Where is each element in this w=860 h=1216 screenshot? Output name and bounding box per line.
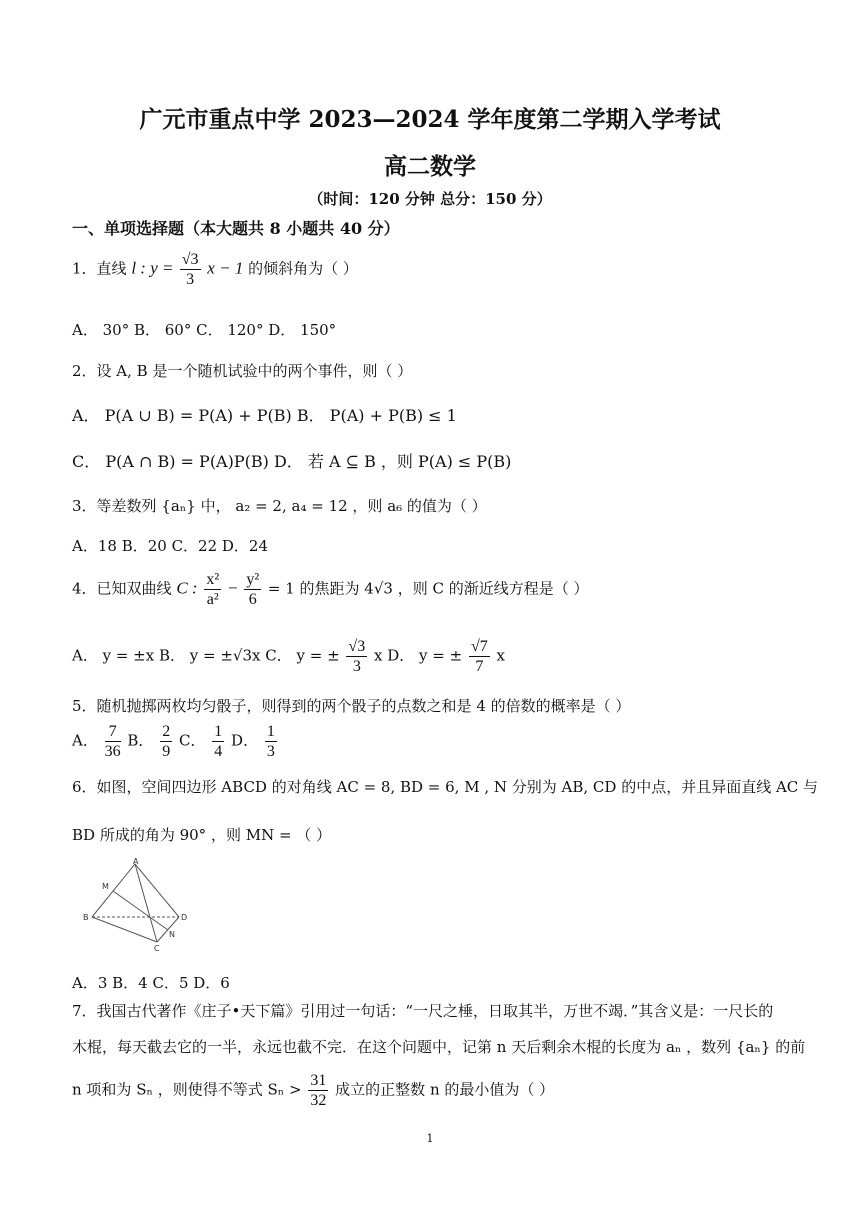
question-4-options [72,637,505,676]
q1-fraction-numerator: √3 [181,251,199,268]
question-7-line-2: 木棍，每天截去它的一半，永远也截不完．在这个问题中，记第 n 天后剩余木棍的长度为 aₙ ，数列 {aₙ} 的前 [72,1038,806,1056]
q5-option-b-fraction [160,722,172,761]
q7-fraction-numerator: 31 [310,1072,327,1089]
q5-option-a-fraction [105,722,121,761]
question-3-options: A．18 B．20 C．22 D．24 [72,537,269,555]
q7-fraction [308,1071,328,1110]
question-2-stem: 2．设 A, B 是一个随机试验中的两个事件，则（ ） [72,362,413,380]
edge-ad [135,864,179,917]
q4-option-c-denominator: 3 [352,658,361,675]
q5-option-d-fraction [265,722,277,761]
q5-option-a-numerator: 7 [105,722,121,742]
q4-option-d-numerator: √7 [470,638,488,655]
q4-options-a-b-c: A． y = ±x B． y = ±√3x C． y = ± [72,646,340,665]
question-6-line-2: BD 所成的角为 90° ，则 MN = （ ） [72,826,332,844]
label-d: D [181,913,188,922]
segment-mn [113,891,168,930]
question-5-options [72,722,279,761]
q1-fraction-denominator: 3 [186,271,195,288]
q4-minus: − [227,578,238,598]
question-3-stem: 3．等差数列 {aₙ} 中， a₂ = 2, a₄ = 12 ，则 a₆ 的值为（ ） [72,497,487,515]
q5-option-b-denominator: 9 [162,743,171,760]
label-n: N [169,930,175,939]
q5-option-d-denominator: 3 [266,743,275,760]
q4-fraction-x-denominator: a² [206,591,219,608]
q4-fraction-x [204,570,221,609]
question-7-line-3 [72,1071,554,1110]
question-7-line-1: 7．我国古代著作《庄子•天下篇》引用过一句话：“一尺之棰，日取其半，万世不竭．”其含义是：一尺长的 [72,1002,774,1020]
q5-option-b-numerator: 2 [162,723,171,740]
q4-option-d-fraction [469,637,490,676]
exam-title: 广元市重点中学 2023—2024 学年度第二学期入学考试 [139,106,721,133]
q5-option-c-fraction [212,722,224,761]
q4-tail: = 1 的焦距为 4√3 ，则 C 的渐近线方程是（ ） [267,579,589,598]
edge-ab [92,864,135,917]
exam-info: （时间：120 分钟 总分：150 分） [308,190,552,208]
q4-option-c-fraction [346,637,367,676]
label-c: C [154,944,160,953]
q5-option-a-denominator: 36 [104,743,121,760]
edge-bc [92,917,157,942]
q1-lead: 1．直线 [72,259,127,278]
exam-subject: 高二数学 [384,153,476,180]
q5-option-b-label: B． [127,731,154,750]
q5-option-a-label: A． [72,731,98,750]
q4-fraction-y-numerator: y² [246,571,260,588]
tetrahedron-figure [78,858,190,954]
q4-fraction-y [244,570,261,609]
q4-fraction-y-denominator: 6 [248,591,257,608]
label-b: B [83,913,89,922]
q4-option-d-denominator: 7 [475,658,484,675]
q7-fraction-denominator: 32 [310,1092,327,1109]
question-5-stem: 5．随机抛掷两枚均匀骰子，则得到的两个骰子的点数之和是 4 的倍数的概率是（ ） [72,697,631,715]
q5-option-d-label: D． [231,731,259,750]
question-1-options: A． 30° B． 60° C． 120° D． 150° [72,321,337,339]
q5-option-c-label: C． [179,731,206,750]
edge-ac [135,864,157,942]
q4-options-c-d: x D． y = ± [373,646,463,665]
section-heading: 一、单项选择题（本大题共 8 小题共 40 分） [72,219,400,238]
q4-option-c-numerator: √3 [348,638,366,655]
question-1-stem [72,250,358,289]
question-2-options-row-2: C． P(A ∩ B) = P(A)P(B) D． 若 A ⊆ B ，则 P(A) ≤ P(B) [72,452,512,471]
q4-lead: 4．已知双曲线 [72,579,172,598]
q1-expression: l : y = [131,258,178,278]
question-2-options-row-1: A． P(A ∪ B) = P(A) + P(B) B． P(A) + P(B) ≤ 1 [72,406,457,425]
page-number: 1 [426,1132,434,1145]
q1-tail: 的倾斜角为（ ） [248,259,358,278]
label-a: A [133,858,139,866]
q5-option-c-denominator: 4 [214,743,223,760]
q1-expression-tail: x − 1 [207,258,244,278]
q4-option-d-tail: x [496,646,505,665]
q7-line-3-tail: 成立的正整数 n 的最小值为（ ） [335,1080,555,1099]
q4-curve-name: C : [176,578,198,598]
q1-fraction [180,250,201,289]
label-m: M [102,882,109,891]
q7-line-3-lead: n 项和为 Sₙ ，则使得不等式 Sₙ > [72,1080,302,1099]
question-6-options: A．3 B．4 C．5 D．6 [72,974,230,992]
q4-fraction-x-numerator: x² [206,571,220,588]
question-4-stem [72,570,589,609]
q5-option-d-numerator: 1 [266,723,275,740]
question-6-line-1: 6．如图，空间四边形 ABCD 的对角线 AC = 8, BD = 6, M , N 分别为 AB, CD 的中点，并且异面直线 AC 与 [72,778,819,796]
q5-option-c-numerator: 1 [214,723,223,740]
